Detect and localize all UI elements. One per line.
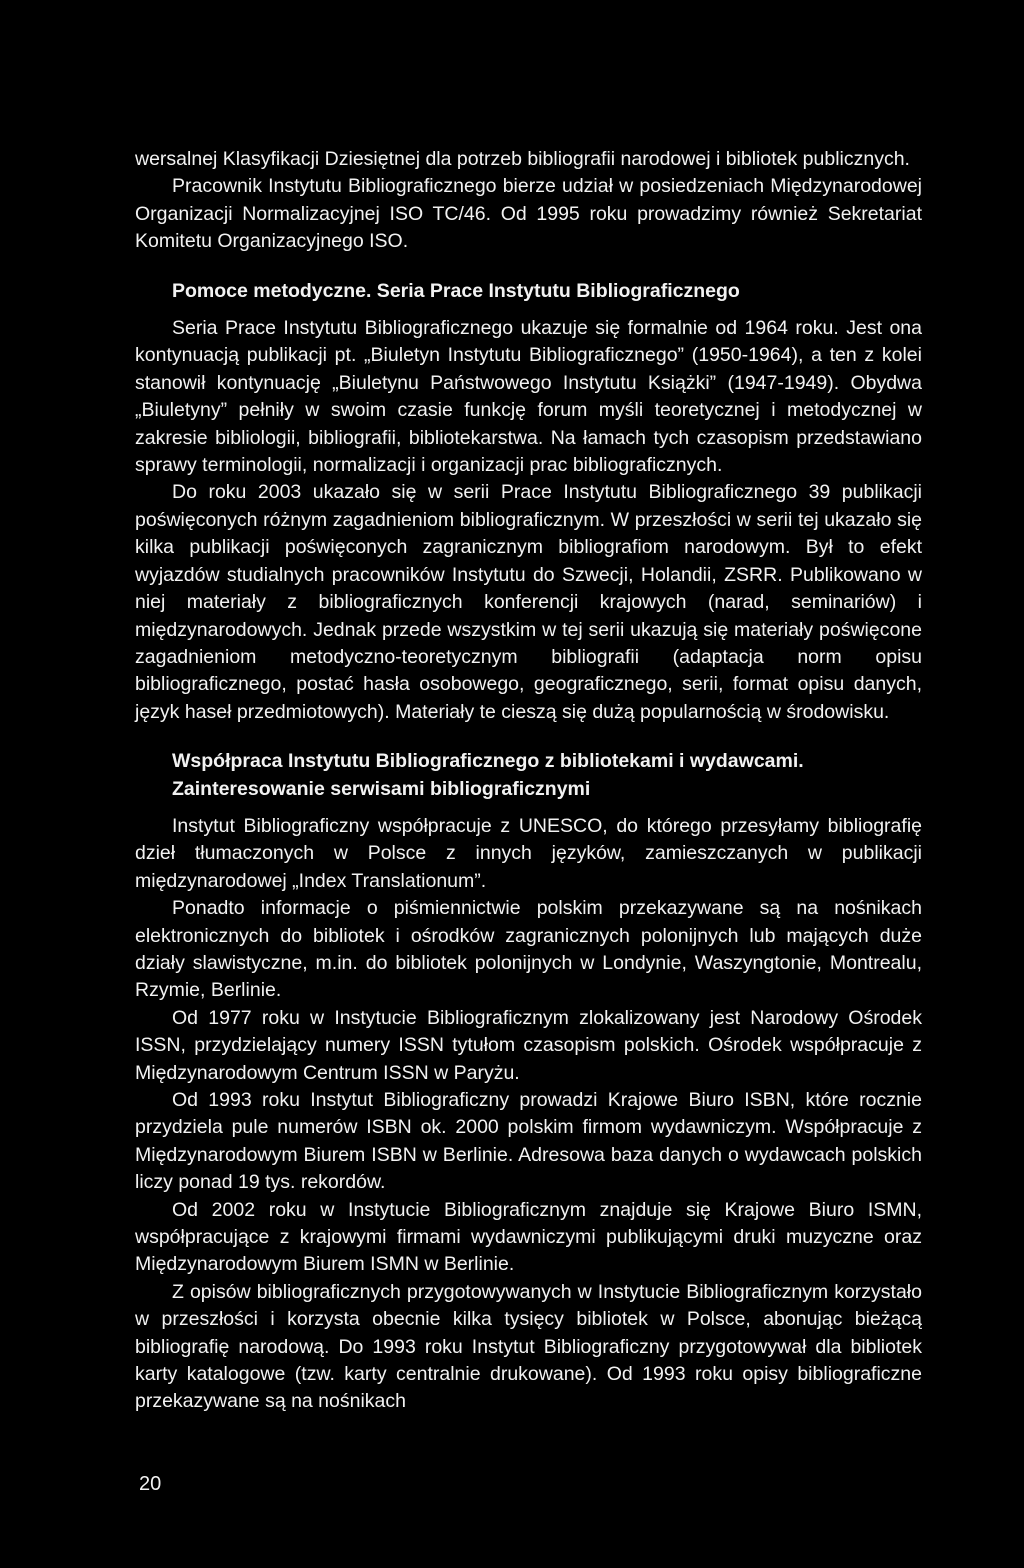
section-heading-wspolpraca: Współpraca Instytutu Bibliograficznego z bibliotekami i wydawcami. Zainteresowanie serwisami bibliograficznymi [172,750,804,800]
pomoce-paragraph-2: Do roku 2003 ukazało się w serii Prace Instytutu Bibliograficznego 39 publikacji poświęconych różnym zagadnieniom bibliograficznym. W przeszłości w serii tej ukazało się kilka publikacji poświęconych zagranicznym bibliografiom narodowym. Był to efekt wyjazdów studialnych pracowników Instytutu do Szwecji, Holandii, ZSRR. Publikowano w niej materiały z bibliograficznych konferencji krajowych (narad, seminariów) i międzynarodowych. Jednak przede wszystkim w tej serii ukazują się materiały poświęcone zagadnieniom metodyczno-teoretycznym bibliografii (adaptacja norm opisu bibliograficznego, postać hasła osobowego, geograficznego, serii, format opisu danych, język haseł przedmiotowych). Materiały te cieszą się dużą popularnością w środowisku. [135,481,922,723]
wspolpraca-paragraph-2: Ponadto informacje o piśmiennictwie polskim przekazywane są na nośnikach elektronicznych do bibliotek i ośrodków zagranicznych polonijnych lub mających duże działy slawistyczne, m.in. do bibliotek polonijnych w Londynie, Waszyngtonie, Montrealu, Rzymie, Berlinie. [135,897,922,1002]
intro-paragraph-1: wersalnej Klasyfikacji Dziesiętnej dla potrzeb bibliografii narodowej i bibliotek publicznych. [135,148,910,170]
section-heading-pomoce: Pomoce metodyczne. Seria Prace Instytutu Bibliograficznego [172,279,740,302]
wspolpraca-paragraph-5: Od 2002 roku w Instytucie Bibliograficznym znajduje się Krajowe Biuro ISMN, współpracujące z krajowymi firmami wydawniczymi publikującymi druki muzyczne oraz Międzynarodowym Biurem ISMN w Berlinie. [135,1198,922,1276]
pomoce-paragraph-1: Seria Prace Instytutu Bibliograficznego ukazuje się formalnie od 1964 roku. Jest ona kontynuacją publikacji pt. „Biuletyn Instytutu Bibliograficznego” (1950-1964), a ten z kolei stanowił kontynuację „Biuletynu Państwowego Instytutu Książki” (1947-1949). Obydwa „Biuletyny” pełniły w swoim czasie funkcję forum myśli teoretycznej i metodycznej w zakresie bibliologii, bibliografii, bibliotekarstwa. Na łamach tych czasopism przedstawiano sprawy terminologii, normalizacji i organizacji prac bibliograficznych. [135,317,922,477]
wspolpraca-paragraph-1: Instytut Bibliograficzny współpracuje z UNESCO, do którego przesyłamy bibliografię dzieł tłumaczonych w Polsce z innych języków, zamieszczanych w publikacji międzynarodowej „Index Translationum”. [135,814,922,892]
page-body [135,146,922,1416]
wspolpraca-paragraph-6: Z opisów bibliograficznych przygotowywanych w Instytucie Bibliograficznym korzystało w przeszłości i korzysta obecnie kilka tysięcy bibliotek w Polsce, abonując bieżącą bibliografię narodową. Do 1993 roku Instytut Bibliograficzny przygotowywał dla bibliotek karty katalogowe (tzw. karty centralnie drukowane). Od 1993 roku opisy bibliograficzne przekazywane są na nośnikach [135,1280,922,1413]
page-number: 20 [139,1473,162,1495]
wspolpraca-paragraph-3: Od 1977 roku w Instytucie Bibliograficznym zlokalizowany jest Narodowy Ośrodek ISSN, przydzielający numery ISSN tytułom czasopism polskich. Ośrodek współpracuje z Międzynarodowym Centrum ISSN w Paryżu. [135,1006,922,1084]
intro-paragraph-2: Pracownik Instytutu Bibliograficznego bierze udział w posiedzeniach Międzynarodowej Organizacji Normalizacyjnej ISO TC/46. Od 1995 roku prowadzimy również Sekretariat Komitetu Organizacyjnego ISO. [135,175,922,253]
wspolpraca-paragraph-4: Od 1993 roku Instytut Bibliograficzny prowadzi Krajowe Biuro ISBN, które rocznie przydziela pule numerów ISBN ok. 2000 polskim firmom wydawniczym. Współpracuje z Międzynarodowym Biurem ISBN w Berlinie. Adresowa baza danych o wydawcach polskich liczy ponad 19 tys. rekordów. [135,1089,922,1194]
